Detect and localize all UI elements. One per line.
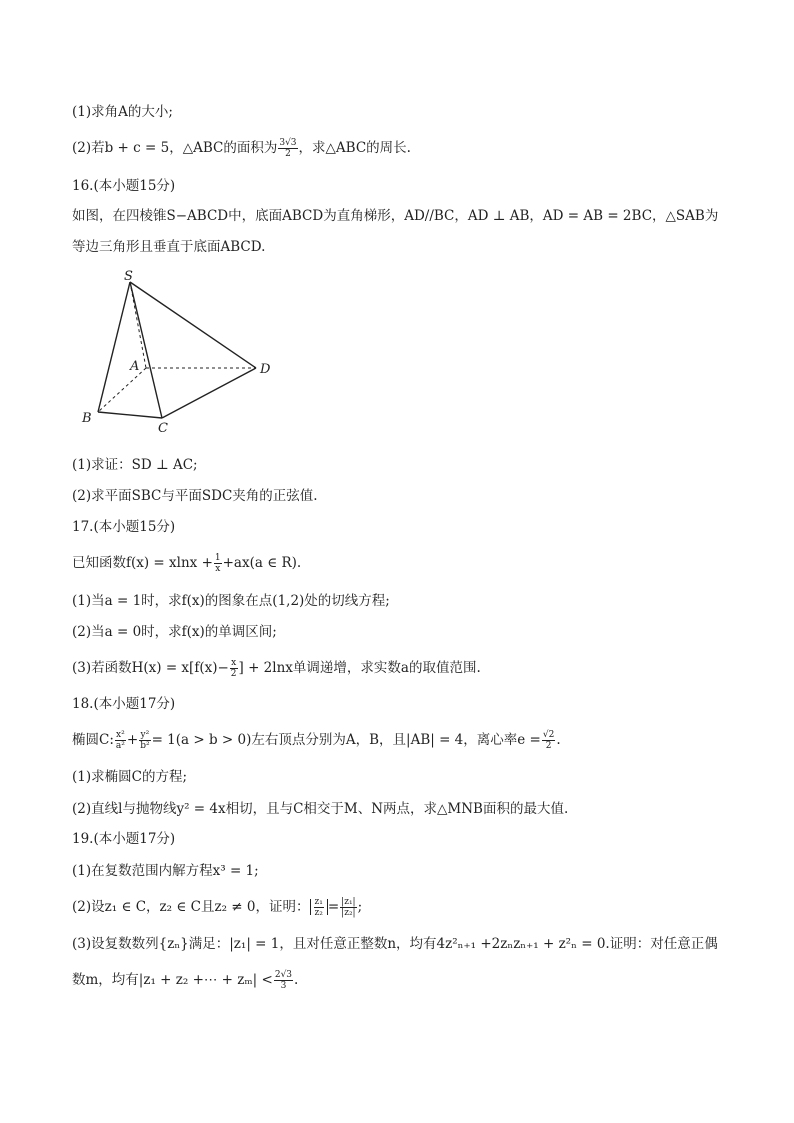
- q18-header: 18.(本小题17分): [72, 696, 176, 712]
- q18-stem: [72, 730, 561, 751]
- q19-frac-right: [340, 897, 356, 918]
- q17-header: 17.(本小题15分): [72, 519, 176, 535]
- q16-stem-line2: 等边三角形且垂直于底面ABCD.: [72, 239, 266, 255]
- vertex-label-c: C: [158, 421, 168, 436]
- q17-stem-pre: 已知函数f(x) = xlnx +: [72, 555, 213, 571]
- q18-f3-den: 2: [545, 741, 552, 751]
- q19-part3-line2-post: .: [294, 972, 299, 988]
- q19-part3-line2-pre: 数m，均有|z₁ + z₂ +⋯ + zₘ| <: [72, 972, 273, 988]
- q19-part2-post: ;: [357, 899, 363, 915]
- q18-frac-y: [139, 730, 150, 751]
- q19-left-den: z₂: [314, 908, 323, 918]
- q17-frac-den: x: [215, 564, 221, 574]
- q19-part3-line1: (3)设复数数列{zₙ}满足：|z₁| = 1，且对任意正整数n，均有4z²ₙ₊₁ +2zₙzₙ₊₁ + z²ₙ = 0.证明：对任意正偶: [72, 936, 718, 952]
- q17-frac-num: 1: [214, 553, 221, 563]
- vertex-label-d: D: [260, 362, 271, 377]
- q19-part3-fraction: [274, 970, 293, 991]
- q17-stem-fraction: [214, 553, 222, 574]
- q18-frac-e: [542, 730, 555, 751]
- q17-part3-post: ] + 2lnx单调递增，求实数a的取值范围.: [238, 660, 481, 676]
- vertex-label-a: A: [130, 359, 140, 374]
- q17-part2: (2)当a = 0时，求f(x)的单调区间;: [72, 624, 277, 640]
- q15-area-fraction: [278, 138, 297, 159]
- q15-frac-den: 2: [285, 149, 291, 159]
- q17-part3-pre: (3)若函数H(x) = x[f(x)−: [72, 660, 229, 676]
- q18-f2-den: b²: [140, 741, 150, 751]
- q18-stem-a: 椭圆C:: [72, 732, 114, 748]
- q17-part1: (1)当a = 1时，求f(x)的图象在点(1,2)处的切线方程;: [72, 593, 390, 609]
- q18-f3-num: √2: [542, 730, 555, 740]
- q18-frac-x: [115, 730, 126, 751]
- q16-stem-line1: 如图，在四棱锥S−ABCD中，底面ABCD为直角梯形，AD//BC，AD ⊥ AB，AD = AB = 2BC，△SAB为: [72, 208, 719, 224]
- q19-part2-pre: (2)设z₁ ∈ C，z₂ ∈ C且z₂ ≠ 0，证明：: [72, 899, 310, 915]
- q19-p3-frac-num: 2√3: [274, 970, 293, 980]
- q19-frac-left: [314, 897, 324, 918]
- q17-p3-frac-den: 2: [230, 669, 237, 679]
- q18-f1-num: x²: [116, 730, 125, 740]
- q17-p3-frac-num: x: [231, 658, 237, 668]
- q19-abs-ratio: [310, 897, 328, 918]
- q19-p3-frac-den: 3: [280, 981, 287, 991]
- q19-header: 19.(本小题17分): [72, 831, 176, 847]
- q18-f2-num: y²: [140, 730, 150, 740]
- q17-part3-fraction: [230, 658, 238, 679]
- q18-part1: (1)求椭圆C的方程;: [72, 769, 188, 785]
- q19-part1: (1)在复数范围内解方程x³ = 1;: [72, 863, 259, 879]
- q15-part2: [72, 138, 411, 159]
- q15-part2-post: ，求△ABC的周长.: [298, 140, 411, 156]
- q18-plus: +: [126, 732, 139, 748]
- q15-frac-num: 3√3: [279, 138, 297, 148]
- q17-part3: [72, 658, 481, 679]
- q16-header: 16.(本小题15分): [72, 178, 176, 194]
- vertex-label-s: S: [124, 269, 133, 284]
- q15-part2-pre: (2)若b + c = 5，△ABC的面积为: [72, 140, 278, 156]
- q18-part2: (2)直线l与抛物线y² = 4x相切，且与C相交于M、N两点，求△MNB面积的最大值.: [72, 801, 569, 817]
- q19-part3-line2: [72, 970, 298, 991]
- q17-stem: [72, 553, 301, 574]
- q17-stem-post: +ax(a ∈ R).: [222, 555, 302, 571]
- q19-left-num: z₁: [314, 897, 323, 907]
- q18-f1-den: a²: [115, 741, 125, 751]
- q16-part2: (2)求平面SBC与平面SDC夹角的正弦值.: [72, 488, 318, 504]
- q16-part1: (1)求证：SD ⊥ AC;: [72, 457, 198, 473]
- pyramid-figure: [72, 266, 292, 436]
- q19-eq: =: [327, 899, 340, 915]
- q15-part1: (1)求角A的大小;: [72, 104, 173, 120]
- q19-right-num: |z₁|: [341, 897, 356, 907]
- vertex-label-b: B: [82, 411, 92, 426]
- q18-stem-c: .: [556, 732, 561, 748]
- q19-part2: [72, 897, 362, 918]
- q18-stem-b: = 1(a > b > 0)左右顶点分别为A，B，且|AB| = 4，离心率e =: [151, 732, 541, 748]
- q19-right-den: |z₂|: [341, 908, 356, 918]
